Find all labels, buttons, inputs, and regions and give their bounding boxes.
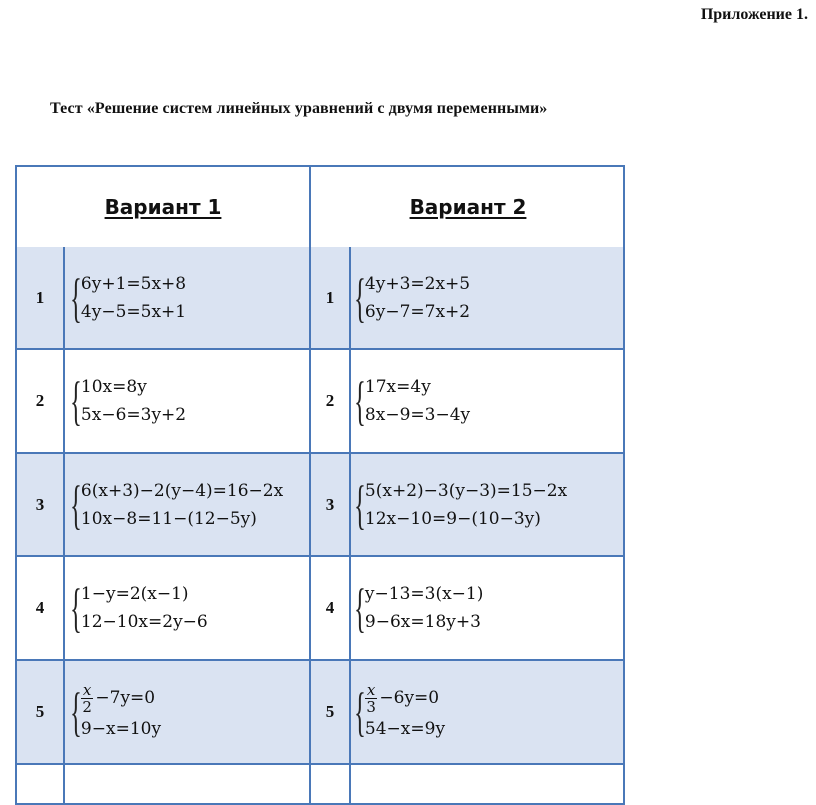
equation: 4y−5=5x+1 (80, 301, 187, 322)
equation (81, 682, 161, 715)
variants-table (15, 165, 625, 805)
equation: 12x−10=9−(10−3y) (364, 508, 541, 529)
table-row (17, 247, 623, 350)
brace-icon: { (354, 267, 366, 328)
task-number: 5 (309, 661, 351, 763)
brace-icon: { (354, 474, 366, 535)
test-title: Тест «Решение систем линейных уравнений с двумя переменными» (50, 100, 548, 117)
task-number: 3 (309, 454, 351, 555)
equation-system (353, 661, 617, 763)
fraction-denominator: 3 (366, 697, 376, 716)
fraction-denominator: 2 (82, 697, 92, 716)
task-number-cell (17, 765, 65, 805)
fraction-numerator: x (82, 680, 92, 699)
equation: 1−y=2(x−1) (80, 584, 189, 604)
brace-icon: { (70, 267, 82, 328)
task-number: 4 (309, 557, 351, 659)
table-row (17, 350, 623, 454)
task-number: 1 (309, 247, 351, 348)
equation: 54−x=9y (364, 718, 446, 739)
equation-system (69, 557, 305, 659)
equation-system (353, 557, 617, 659)
equation: y−13=3(x−1) (364, 584, 484, 604)
equation: 6(x+3)−2(y−4)=16−2x (80, 480, 284, 501)
variant-1-header: Вариант 1 (104, 195, 222, 219)
equation: 17x=4y (364, 377, 431, 397)
equation (365, 682, 445, 715)
equation: 8x−9=3−4y (364, 405, 471, 425)
equation: 9−x=10y (80, 718, 162, 739)
appendix-label: Приложение 1. (700, 6, 808, 23)
task-number: 4 (17, 557, 65, 659)
table-row (17, 557, 623, 661)
brace-icon: { (70, 578, 82, 638)
task-number-cell (309, 765, 351, 805)
table-row (17, 454, 623, 557)
equation: 4y+3=2x+5 (364, 273, 471, 294)
equation: 10x−8=11−(12−5y) (80, 508, 257, 529)
task-number: 5 (17, 661, 65, 763)
equation-system (353, 350, 617, 452)
fraction-numerator: x (366, 680, 376, 699)
fraction (81, 682, 93, 715)
brace-icon: { (70, 371, 82, 431)
brace-icon: { (354, 578, 366, 638)
equation-system (353, 454, 617, 555)
equation: 10x=8y (80, 377, 147, 397)
table-row (17, 765, 623, 805)
equation: 5(x+2)−3(y−3)=15−2x (364, 480, 568, 501)
task-number: 2 (309, 350, 351, 452)
brace-icon: { (354, 682, 366, 742)
task-number: 2 (17, 350, 65, 452)
equation: 12−10x=2y−6 (80, 612, 208, 632)
equation: 9−6x=18y+3 (364, 612, 481, 632)
table-header (17, 167, 623, 249)
variant-2-header: Вариант 2 (309, 167, 625, 247)
fraction (365, 682, 377, 715)
brace-icon: { (70, 474, 82, 535)
task-number: 1 (17, 247, 65, 348)
task-number: 3 (17, 454, 65, 555)
equation-rest: −6y=0 (379, 688, 440, 708)
equation-system (69, 454, 305, 555)
table-row (17, 661, 623, 765)
equation: 6y+1=5x+8 (80, 273, 187, 294)
equation-system (69, 350, 305, 452)
brace-icon: { (354, 371, 366, 431)
equation: 6y−7=7x+2 (364, 301, 471, 322)
brace-icon: { (70, 682, 82, 742)
equation: 5x−6=3y+2 (80, 405, 187, 425)
equation-rest: −7y=0 (95, 688, 156, 708)
equation-system (69, 247, 305, 348)
equation-system (353, 247, 617, 348)
equation-system (69, 661, 305, 763)
